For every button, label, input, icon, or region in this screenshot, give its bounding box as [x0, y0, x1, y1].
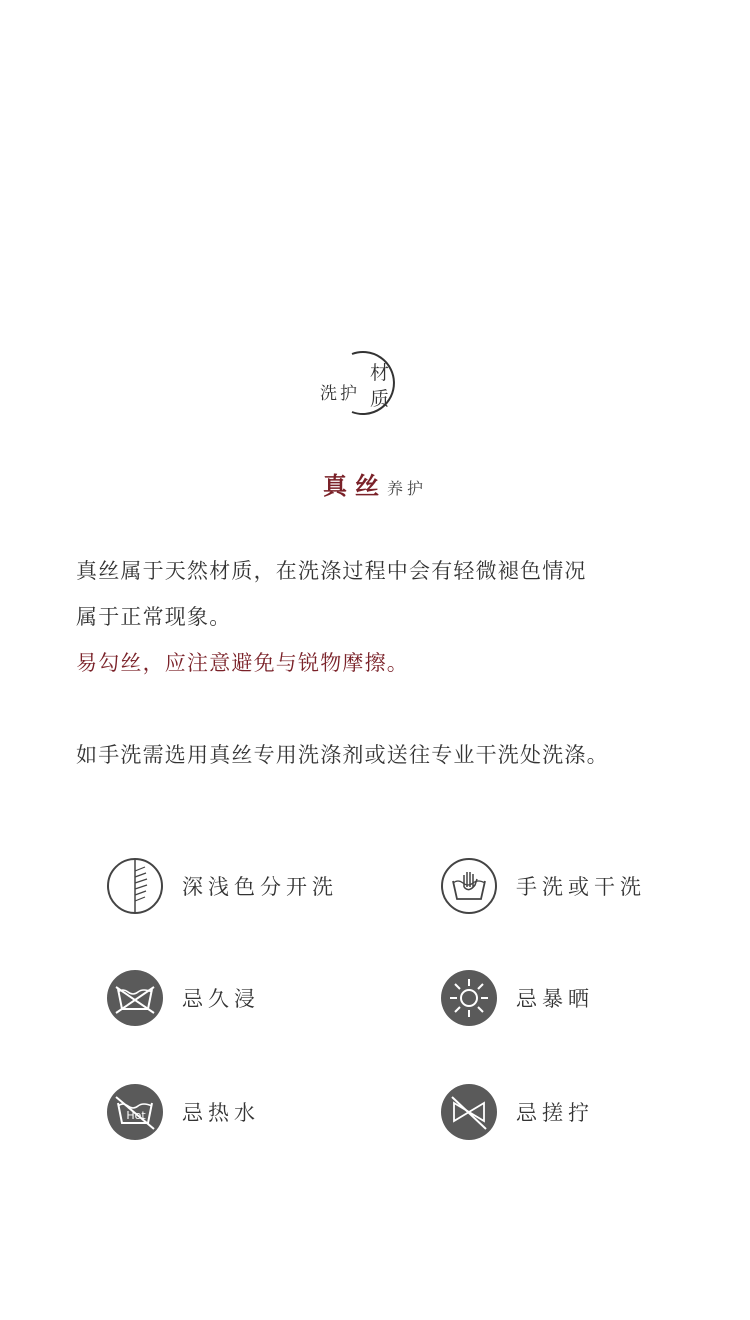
- care-label: 忌搓拧: [516, 1101, 594, 1125]
- warning-line: 易勾丝，应注意避免与锐物摩擦。: [76, 651, 409, 675]
- care-label: 忌久浸: [182, 987, 260, 1011]
- logo-left-text: 洗护: [320, 384, 360, 404]
- logo-bottom-char: 质: [370, 388, 393, 410]
- care-label: 手洗或干洗: [516, 875, 646, 899]
- hand-wash-icon: [440, 857, 498, 915]
- paragraph-line-2: 属于正常现象。: [76, 605, 232, 629]
- care-logo: [312, 346, 422, 422]
- logo-top-char: 材: [370, 362, 393, 384]
- heading-sub: 养护: [386, 479, 427, 498]
- care-label: 忌热水: [182, 1101, 260, 1125]
- care-label: 忌暴晒: [516, 987, 594, 1011]
- no-hot-water-icon: [106, 1083, 164, 1141]
- section-heading: [0, 466, 750, 501]
- no-sun-icon: [440, 969, 498, 1027]
- separate-colors-icon: [106, 857, 164, 915]
- no-soak-icon: [106, 969, 164, 1027]
- paragraph-line-1: 真丝属于天然材质，在洗涤过程中会有轻微褪色情况: [76, 559, 587, 583]
- hot-text: Hot: [126, 1109, 146, 1122]
- paragraph-wash-advice: 如手洗需选用真丝专用洗涤剂或送往专业干洗处洗涤。: [76, 743, 609, 767]
- no-wring-icon: [440, 1083, 498, 1141]
- heading-main: 真丝: [322, 472, 387, 500]
- care-label: 深浅色分开洗: [182, 875, 338, 899]
